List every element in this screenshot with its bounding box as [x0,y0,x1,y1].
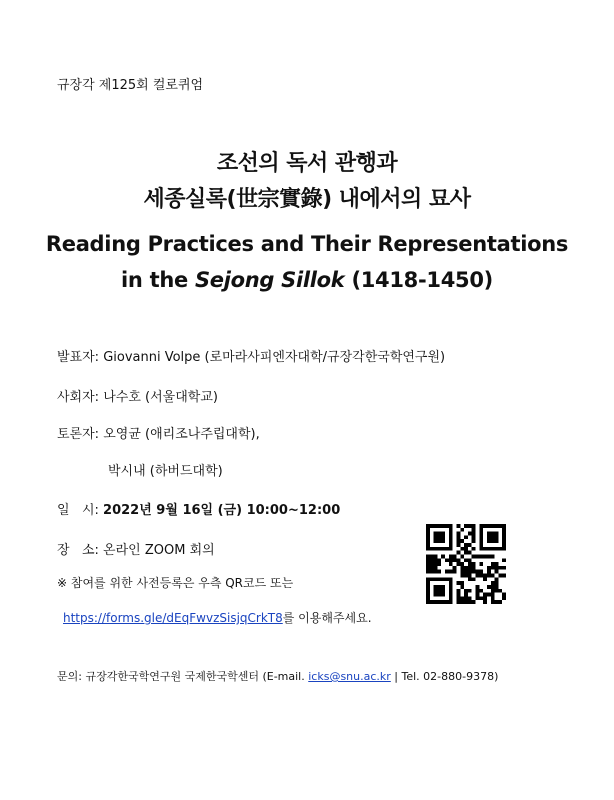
registration-link[interactable]: https://forms.gle/dEqFwvzSisjqCrkT8 [63,611,283,625]
moderator-label: 사회자: [57,390,100,405]
moderator-row [57,386,218,405]
title-korean-line1: 조선의 독서 관행과 [216,151,398,176]
datetime-label: 일 시: [57,503,99,518]
venue-value: 온라인 ZOOM 회의 [103,543,215,558]
venue-label: 장 소: [57,543,99,558]
registration-note: ※ 참여를 위한 사전등록은 우측 QR코드 또는 [57,576,294,590]
registration-suffix: 를 이용해주세요. [282,611,372,625]
title-english-line1: Reading Practices and Their Representations [45,232,569,256]
contact-suffix: | Tel. 02-880-9378) [390,670,499,683]
contact-prefix: 문의: 규장각한국학연구원 국제한국학센터 (E-mail. [57,670,309,683]
qr-code-icon[interactable] [426,524,506,604]
registration-link-row [63,609,372,626]
discussant-label: 토론자: [57,427,100,442]
datetime-row [57,499,340,518]
title-english-italic: Sejong Sillok [194,268,345,292]
title-english-suffix: (1418-1450) [344,268,493,292]
datetime-value: 2022년 9월 16일 (금) 10:00~12:00 [103,503,341,518]
discussant-row [57,423,260,442]
contact-email-link[interactable]: icks@snu.ac.kr [308,670,391,683]
venue-row [57,539,215,558]
presenter-row [57,346,445,365]
series-label: 규장각 제125회 컬로퀴엄 [57,78,204,93]
contact-line [57,668,498,684]
moderator-value: 나수호 (서울대학교) [103,390,218,405]
presenter-label: 발표자: [57,350,100,365]
title-korean-line2: 세종실록(世宗實錄) 내에서의 묘사 [143,187,471,212]
title-english-line2 [0,268,614,292]
discussant-value-1: 오영균 (애리조나주립대학), [103,427,260,442]
discussant-value-2: 박시내 (하버드대학) [108,464,223,479]
presenter-value: Giovanni Volpe (로마라사피엔자대학/규장각한국학연구원) [103,350,446,365]
title-english-prefix: in the [121,268,195,292]
